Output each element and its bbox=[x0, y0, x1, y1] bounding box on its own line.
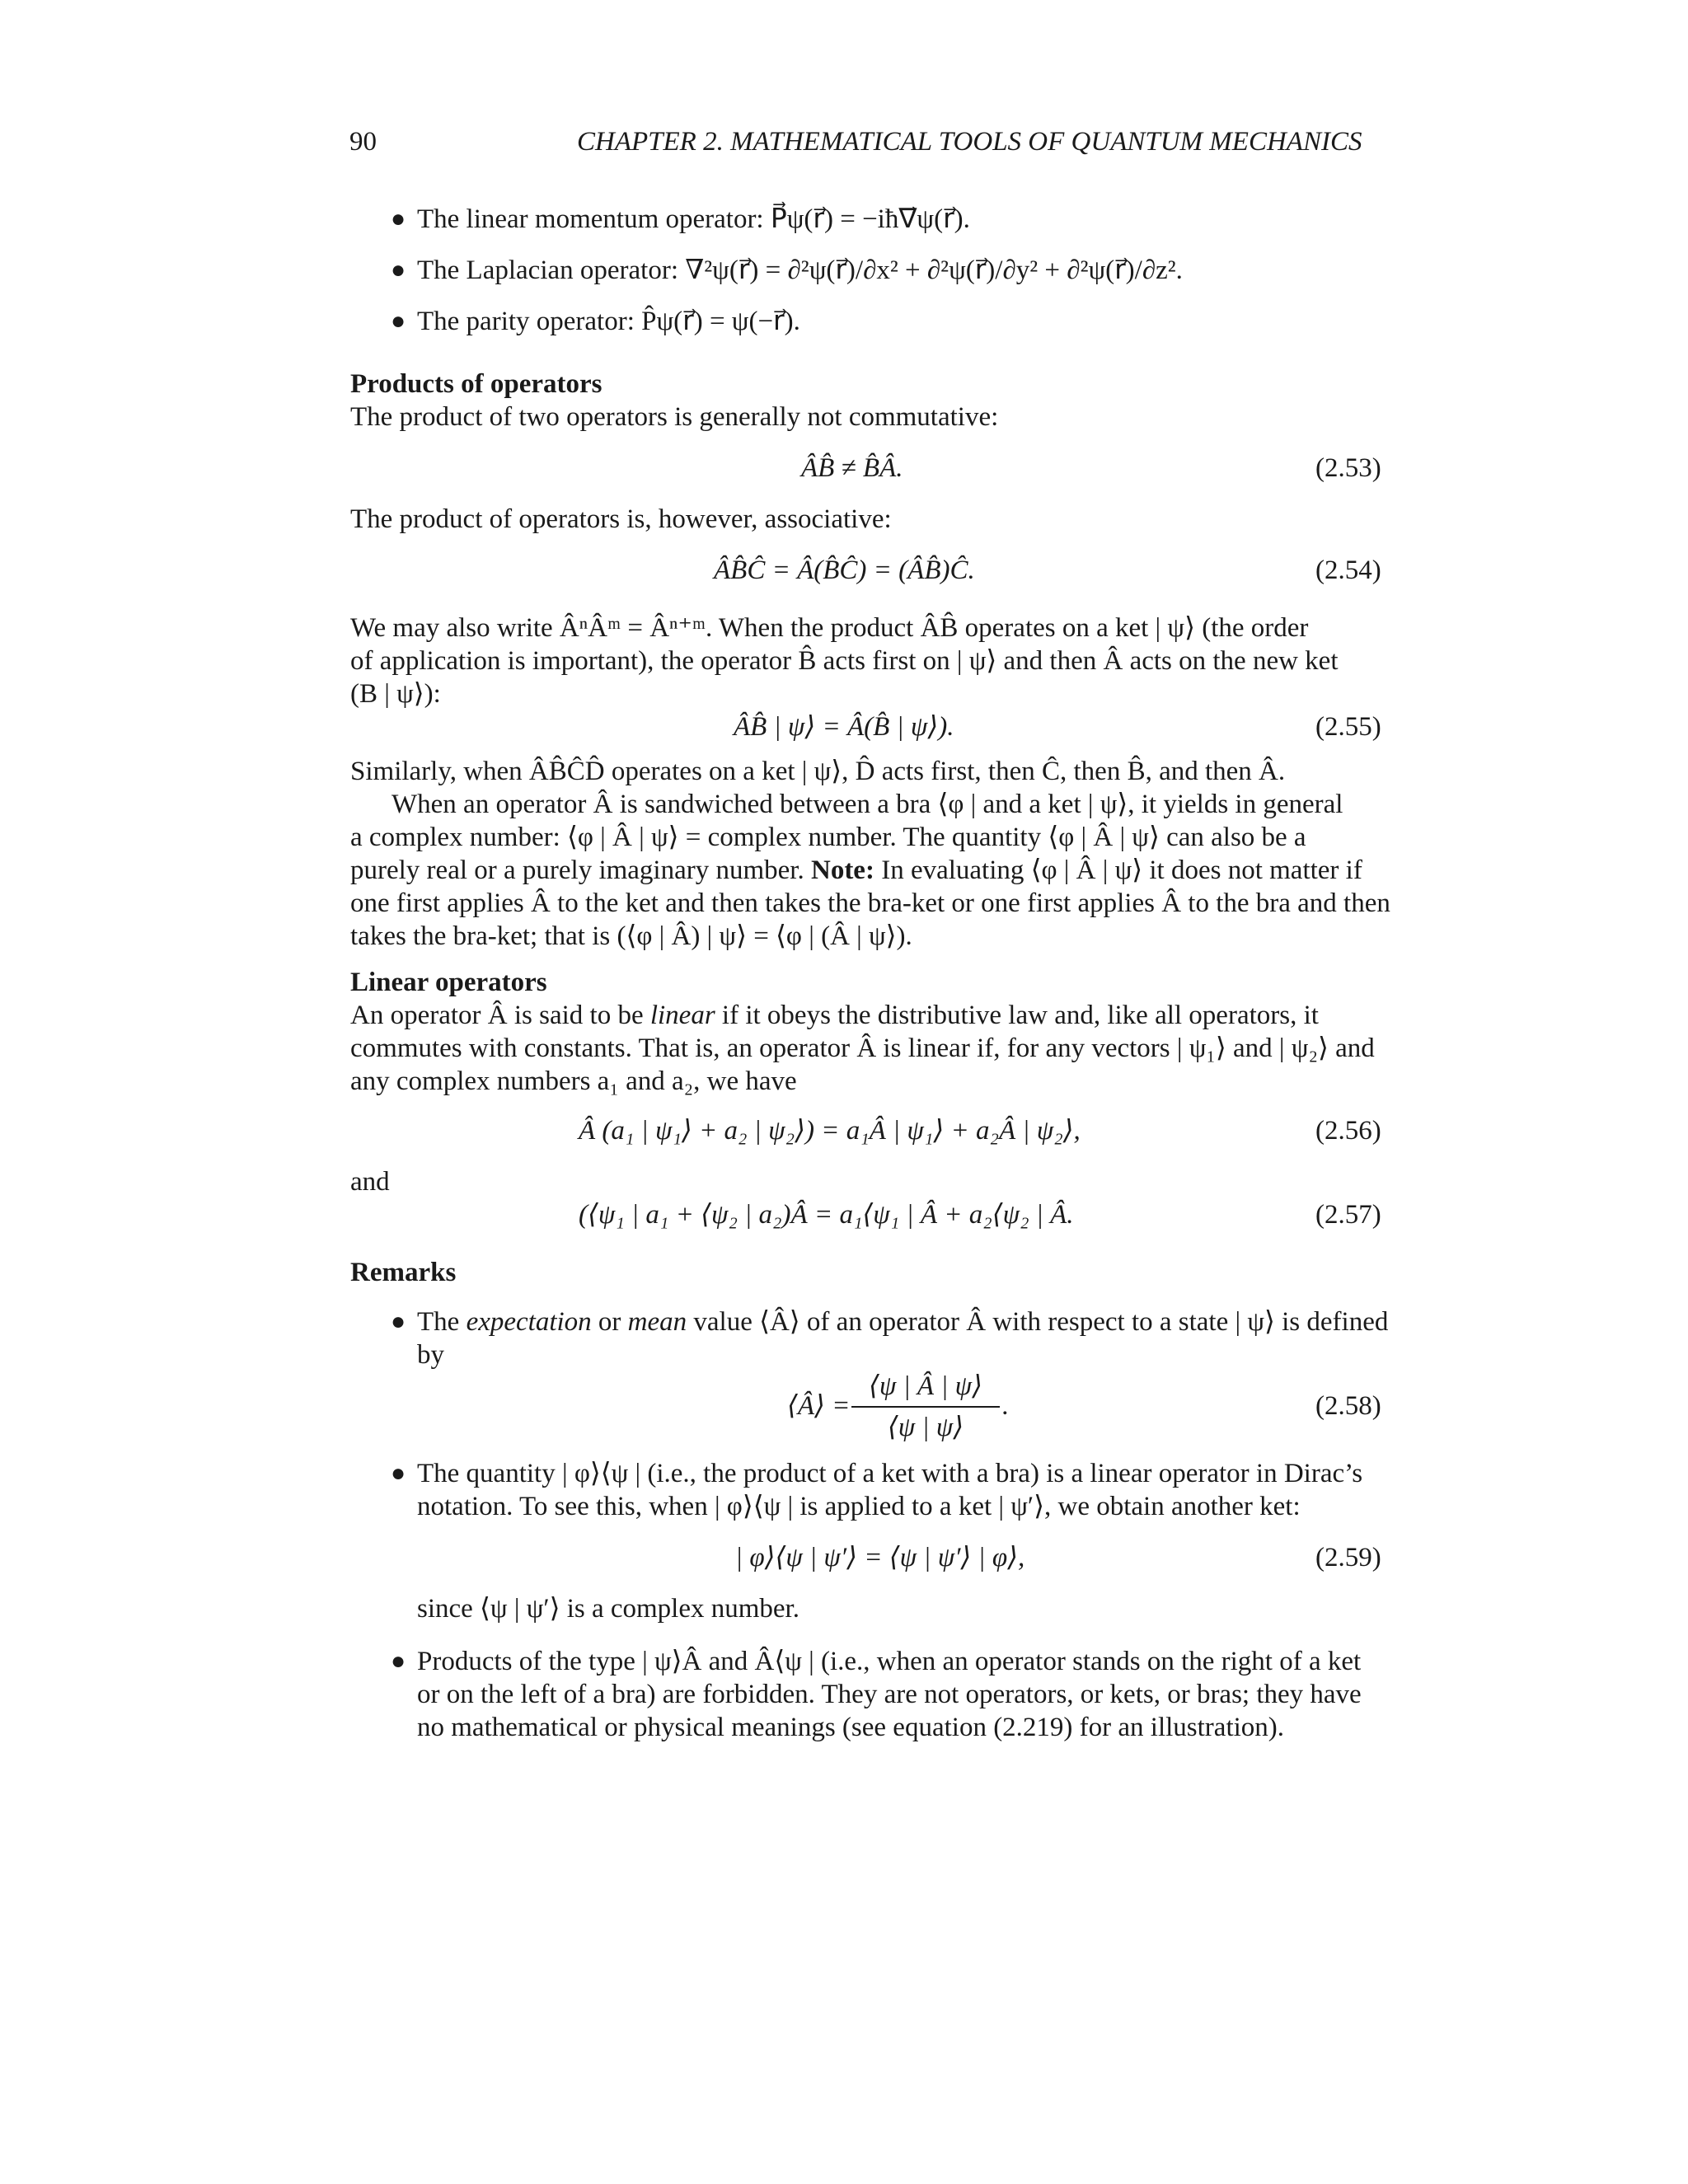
fraction-denominator: ⟨ψ | ψ⟩ bbox=[887, 1413, 964, 1442]
bullet-momentum-operator: The linear momentum operator: P⃗ψ(r⃗) = −iħ∇⃗ψ(r⃗). bbox=[417, 204, 970, 234]
equation-number: (2.53) bbox=[1315, 453, 1381, 483]
paragraph-line: by bbox=[417, 1340, 444, 1370]
equation-2-58-fraction bbox=[851, 1370, 1000, 1444]
page-number: 90 bbox=[349, 127, 377, 157]
bullet-parity-operator: The parity operator: P̂ψ(r⃗) = ψ(−r⃗). bbox=[417, 307, 800, 336]
emphasis-expectation: expectation bbox=[466, 1307, 592, 1337]
fraction-numerator: ⟨ψ | Â | ψ⟩ bbox=[851, 1370, 1000, 1408]
equation-number: (2.59) bbox=[1315, 1543, 1381, 1572]
equation-2-53: ÂB̂ ≠ B̂Â. bbox=[801, 453, 903, 483]
paragraph-line: Similarly, when ÂB̂ĈD̂ operates on a ket | ψ⟩, D̂ acts first, then Ĉ, then B̂, and then Â. bbox=[350, 757, 1286, 786]
bullet-dot: ● bbox=[391, 1308, 406, 1335]
paragraph-line: takes the bra-ket; that is (⟨φ | Â) | ψ⟩ = ⟨φ | (Â | ψ⟩). bbox=[350, 921, 912, 951]
equation-2-55: ÂB̂ | ψ⟩ = Â(B̂ | ψ⟩). bbox=[734, 712, 954, 742]
paragraph-line: notation. To see this, when | φ⟩⟨ψ | is applied to a ket | ψ′⟩, we obtain another ket: bbox=[417, 1492, 1301, 1521]
equation-number: (2.58) bbox=[1315, 1391, 1381, 1421]
paragraph-line-linear-def: An operator Â is said to be linear if it obeys the distributive law and, like all operators, it bbox=[350, 1001, 1319, 1030]
section-heading-products: Products of operators bbox=[350, 369, 603, 399]
bullet-dot: ● bbox=[391, 205, 406, 232]
section-heading-linear: Linear operators bbox=[350, 968, 547, 997]
connector-and: and bbox=[350, 1167, 390, 1197]
equation-2-54: ÂB̂Ĉ = Â(B̂Ĉ) = (ÂB̂)Ĉ. bbox=[714, 555, 975, 585]
bullet-laplacian-operator: The Laplacian operator: ∇²ψ(r⃗) = ∂²ψ(r⃗)/∂x² + ∂²ψ(r⃗)/∂y² + ∂²ψ(r⃗)/∂z². bbox=[417, 255, 1183, 285]
equation-number: (2.57) bbox=[1315, 1200, 1381, 1230]
equation-2-58-lhs: ⟨Â⟩ = bbox=[787, 1391, 851, 1421]
equation-2-59: | φ⟩⟨ψ | ψ′⟩ = ⟨ψ | ψ′⟩ | φ⟩, bbox=[735, 1543, 1025, 1572]
equation-number: (2.55) bbox=[1315, 712, 1381, 742]
equation-2-58-period: . bbox=[1002, 1391, 1010, 1421]
paragraph-line-note: purely real or a purely imaginary number. Note: In evaluating ⟨φ | Â | ψ⟩ it does not matter if bbox=[350, 855, 1362, 885]
paragraph-line: of application is important), the operator B̂ acts first on | ψ⟩ and then Â acts on the new ket bbox=[350, 646, 1339, 676]
paragraph-line: When an operator Â is sandwiched between a bra ⟨φ | and a ket | ψ⟩, it yields in general bbox=[392, 790, 1343, 819]
equation-number: (2.54) bbox=[1315, 555, 1381, 585]
paragraph-line: since ⟨ψ | ψ′⟩ is a complex number. bbox=[417, 1594, 799, 1624]
paragraph-line: We may also write ÂⁿÂᵐ = Âⁿ⁺ᵐ. When the product ÂB̂ operates on a ket | ψ⟩ (the order bbox=[350, 613, 1309, 643]
paragraph-line: commutes with constants. That is, an operator Â is linear if, for any vectors | ψ₁⟩ and | ψ₂⟩ and bbox=[350, 1033, 1375, 1063]
remark-forbidden-products: Products of the type | ψ⟩Â and Â⟨ψ | (i.e., when an operator stands on the right of a ket bbox=[417, 1647, 1362, 1676]
emphasis-mean: mean bbox=[627, 1307, 687, 1337]
note-label: Note: bbox=[810, 855, 874, 885]
bullet-dot: ● bbox=[391, 307, 406, 335]
paragraph-line: no mathematical or physical meanings (see equation (2.219) for an illustration). bbox=[417, 1713, 1285, 1742]
paragraph-line: The product of two operators is generally not commutative: bbox=[350, 402, 999, 432]
section-heading-remarks: Remarks bbox=[350, 1258, 457, 1287]
equation-number: (2.56) bbox=[1315, 1116, 1381, 1146]
paragraph-line: The product of operators is, however, associative: bbox=[350, 504, 892, 534]
bullet-dot: ● bbox=[391, 1647, 406, 1675]
paragraph-line: or on the left of a bra) are forbidden. They are not operators, or kets, or bras; they have bbox=[417, 1680, 1362, 1709]
remark-expectation-value: The expectation or mean value ⟨Â⟩ of an operator Â with respect to a state | ψ⟩ is defined bbox=[417, 1307, 1389, 1337]
paragraph-line: (B | ψ⟩): bbox=[350, 679, 441, 709]
bullet-dot: ● bbox=[391, 1460, 406, 1487]
equation-2-56: Â (a₁ | ψ₁⟩ + a₂ | ψ₂⟩) = a₁Â | ψ₁⟩ + a₂Â | ψ₂⟩, bbox=[579, 1116, 1081, 1146]
paragraph-line: a complex number: ⟨φ | Â | ψ⟩ = complex number. The quantity ⟨φ | Â | ψ⟩ can also be a bbox=[350, 823, 1306, 852]
equation-2-57: (⟨ψ₁ | a₁ + ⟨ψ₂ | a₂)Â = a₁⟨ψ₁ | Â + a₂⟨ψ₂ | Â. bbox=[579, 1200, 1074, 1230]
paragraph-line: one first applies Â to the ket and then takes the bra-ket or one first applies Â to the bra and then bbox=[350, 888, 1390, 918]
emphasis-linear: linear bbox=[649, 1001, 715, 1030]
paragraph-line: any complex numbers a₁ and a₂, we have bbox=[350, 1066, 797, 1096]
bullet-dot: ● bbox=[391, 256, 406, 284]
remark-ket-bra-operator: The quantity | φ⟩⟨ψ | (i.e., the product of a ket with a bra) is a linear operator in Dirac’s bbox=[417, 1459, 1363, 1488]
chapter-title: CHAPTER 2. MATHEMATICAL TOOLS OF QUANTUM MECHANICS bbox=[577, 127, 1362, 157]
